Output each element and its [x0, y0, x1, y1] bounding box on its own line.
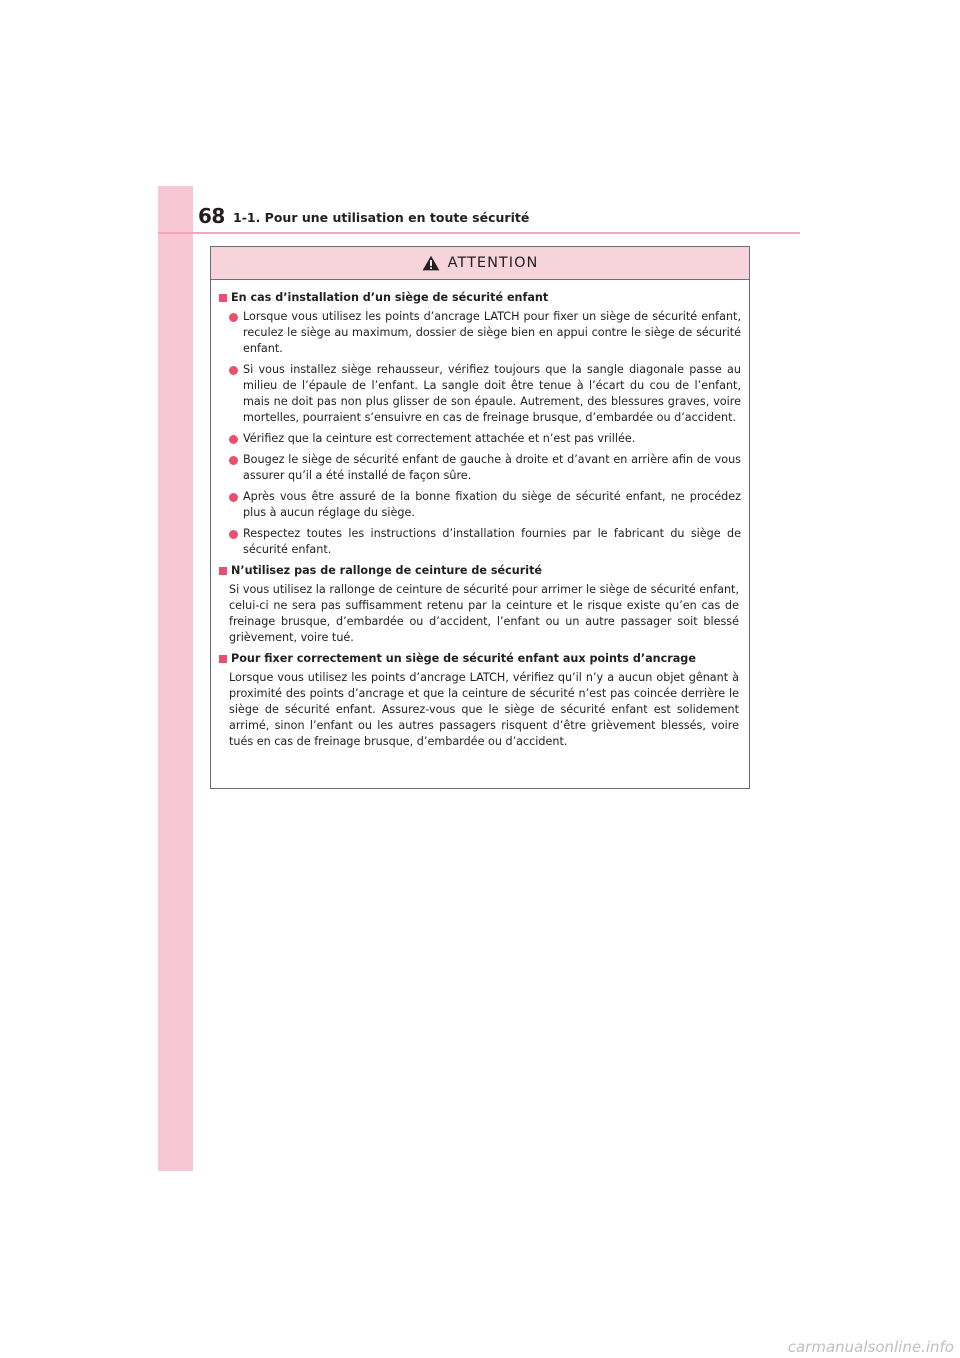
list-item: [229, 452, 741, 484]
round-bullet-icon: [229, 456, 238, 465]
caution-box: [210, 246, 750, 789]
list-item-text: Lorsque vous utilisez les points d’ancrage LATCH pour fixer un siège de sécurité enfant, reculez le siège au maximum, dossier de siège bien en appui contre le siège de sécurité enfant.: [243, 310, 741, 355]
caution-section: [219, 290, 741, 558]
caution-title: ATTENTION: [447, 255, 539, 271]
section-paragraph: Si vous utilisez la rallonge de ceinture de sécurité pour arrimer le siège de sécurité enfant, celui-ci ne sera pas suffisamment retenu par la ceinture et le risque existe qu’en cas de freinage brusque, d’embardée ou d’accident, l’enfant ou un autre passager soit blessé grièvement, voire tué.: [229, 583, 739, 644]
square-bullet-icon: [219, 655, 227, 663]
section-paragraph: Lorsque vous utilisez les points d’ancrage LATCH, vérifiez qu’il n’y a aucun objet gênant à proximité des points d’ancrage et que la ceinture de sécurité n’est pas coincée derrière le siège de sécurité enfant. Assurez-vous que le siège de sécurité enfant est solidement arrimé, sinon l’enfant ou les autres passagers risquent d’être grièvement blessés, voire tués en cas de freinage brusque, d’embardée ou d’accident.: [229, 671, 739, 748]
warning-triangle-icon: [422, 255, 440, 271]
section-heading: [219, 290, 741, 306]
section-heading-text: Pour fixer correctement un siège de sécurité enfant aux points d’ancrage: [231, 652, 696, 665]
round-bullet-icon: [229, 435, 238, 444]
square-bullet-icon: [219, 567, 227, 575]
round-bullet-icon: [229, 366, 238, 375]
list-item-text: Bougez le siège de sécurité enfant de gauche à droite et d’avant en arrière afin de vous assurer qu’il a été installé de façon sûre.: [243, 453, 741, 482]
section-heading: [219, 563, 741, 579]
section-title: 1-1. Pour une utilisation en toute sécurité: [233, 210, 530, 225]
round-bullet-icon: [229, 493, 238, 502]
page-number: 68: [198, 204, 225, 228]
caution-section: [219, 651, 741, 750]
caution-body: [211, 280, 749, 750]
watermark: carmanualsonline.info: [787, 1338, 954, 1356]
square-bullet-icon: [219, 294, 227, 302]
caution-section: [219, 563, 741, 646]
list-item: [229, 526, 741, 558]
header-rule: [158, 232, 800, 234]
list-item-text: Après vous être assuré de la bonne fixation du siège de sécurité enfant, ne procédez plus à aucun réglage du siège.: [243, 490, 741, 519]
list-item-text: Si vous installez siège rehausseur, vérifiez toujours que la sangle diagonale passe au milieu de l’épaule de l’enfant. La sangle doit être tenue à l’écart du cou de l’enfant, mais ne doit pas non plus glisser de son épaule. Autrement, des blessures graves, voire mortelles, pourraient s’ensuivre en cas de freinage brusque, d’embardée ou d’accident.: [243, 363, 741, 424]
section-heading-text: En cas d’installation d’un siège de sécurité enfant: [231, 291, 549, 304]
list-item-text: Respectez toutes les instructions d’installation fournies par le fabricant du siège de sécurité enfant.: [243, 527, 741, 556]
list-item: [229, 309, 741, 357]
caution-header: [211, 247, 749, 280]
section-heading-text: N’utilisez pas de rallonge de ceinture de sécurité: [231, 564, 543, 577]
list-item: [229, 431, 741, 447]
list-item: [229, 362, 741, 426]
list-item-text: Vérifiez que la ceinture est correctement attachée et n’est pas vrillée.: [243, 432, 636, 445]
side-tab-band: [158, 186, 193, 1171]
section-heading: [219, 651, 741, 667]
list-item: [229, 489, 741, 521]
round-bullet-icon: [229, 313, 238, 322]
round-bullet-icon: [229, 530, 238, 539]
